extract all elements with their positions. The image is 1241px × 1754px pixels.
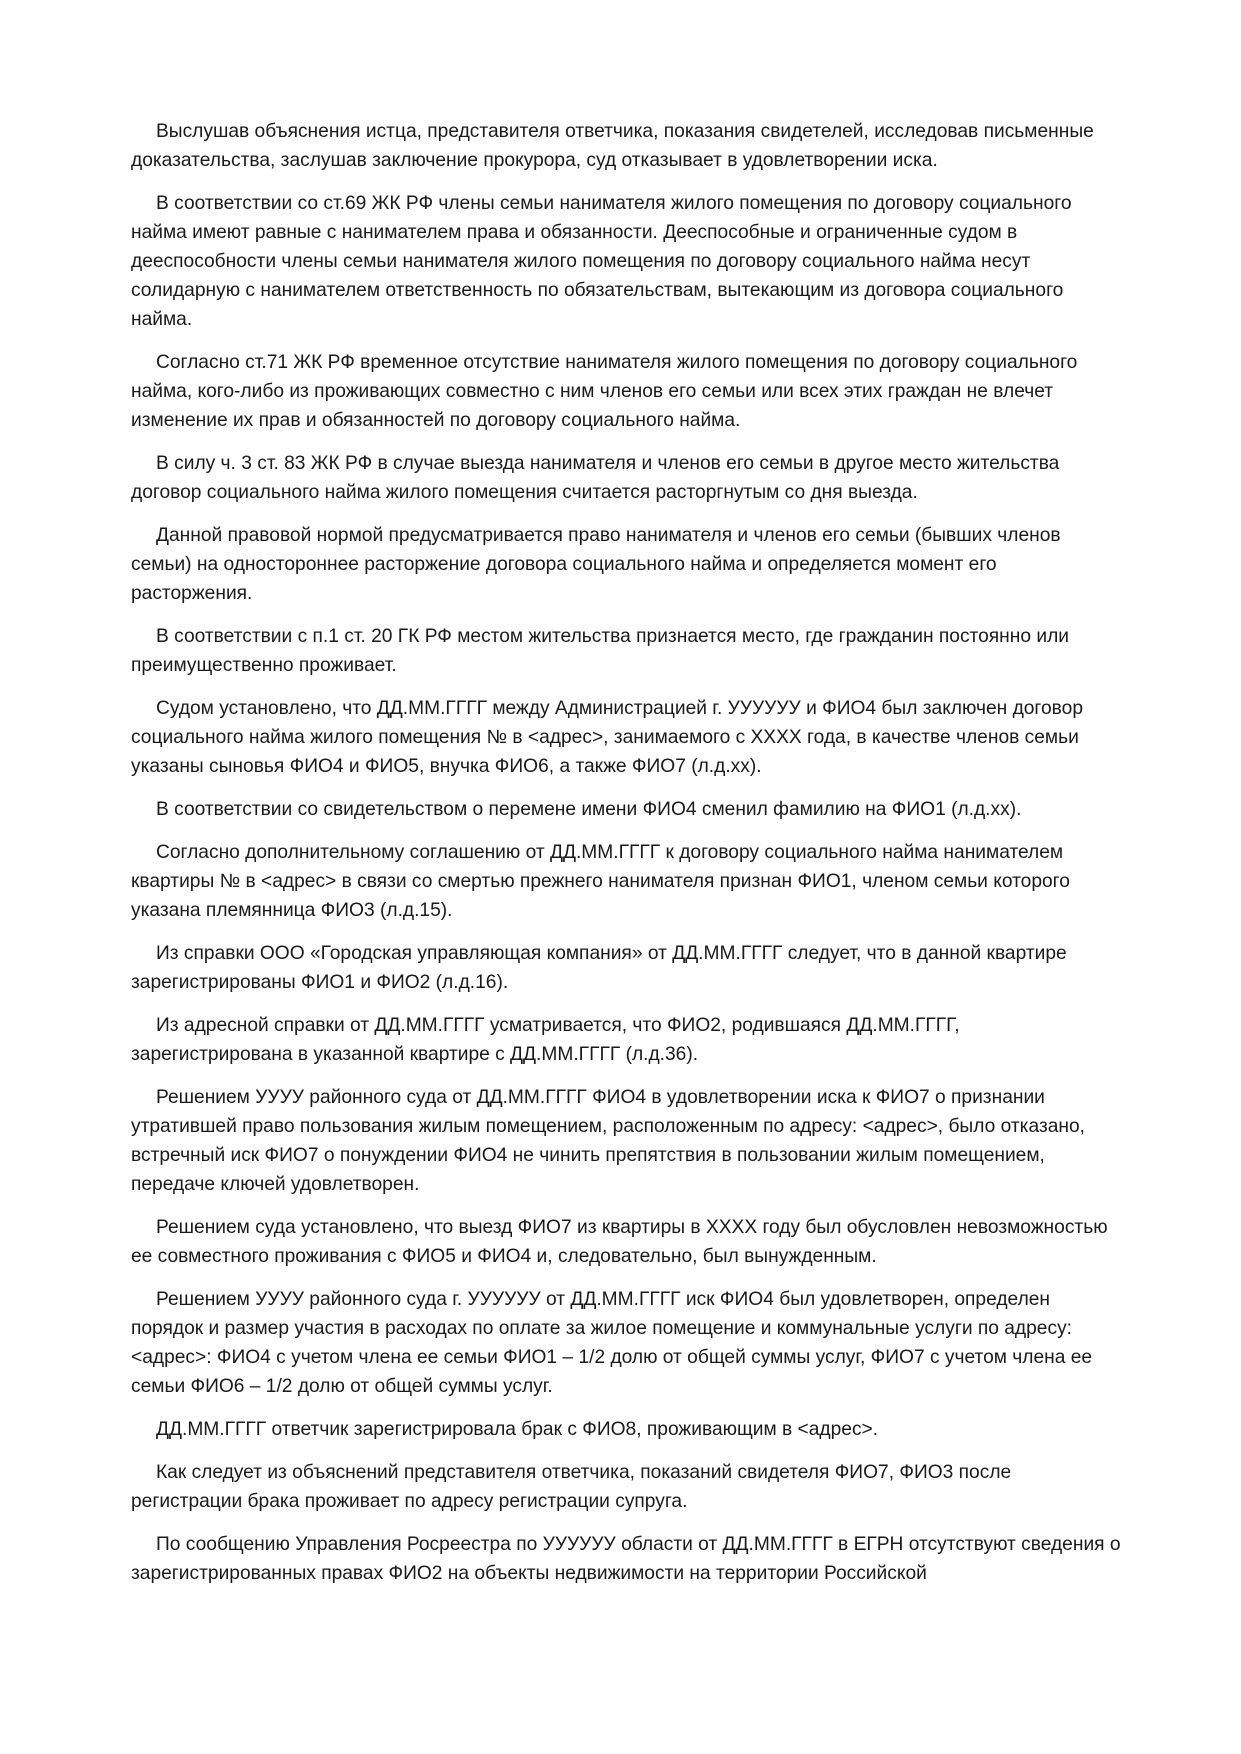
paragraph: Как следует из объяснений представителя ответчика, показаний свидетеля ФИО7, ФИО3 после регистрации брака проживает по адресу регистрации супруга. (131, 1462, 1012, 1512)
paragraph: В соответствии с п.1 ст. 20 ГК РФ местом жительства признается место, где гражданин постоянно или преимущественно проживает. (131, 626, 1070, 676)
paragraph: По сообщению Управления Росреестра по УУУУУУ области от ДД.ММ.ГГГГ в ЕГРН отсутствуют сведения о зарегистрированных правах ФИО2 на объекты недвижимости на территории Российской (131, 1534, 1121, 1584)
paragraph: Согласно ст.71 ЖК РФ временное отсутствие нанимателя жилого помещения по договору социального найма, кого-либо из проживающих совместно с ним членов его семьи или всех этих граждан не влечет изменение их прав и обязанностей по договору социального найма. (131, 352, 1078, 431)
paragraph: Данной правовой нормой предусматривается право нанимателя и членов его семьи (бывших членов семьи) на одностороннее расторжение договора социального найма и определяется момент его расторжения. (131, 525, 1061, 604)
paragraph: Выслушав объяснения истца, представителя ответчика, показания свидетелей, исследовав письменные доказательства, заслушав заключение прокурора, суд отказывает в удовлетворении иска. (131, 121, 1094, 171)
paragraph: Из справки ООО «Городская управляющая компания» от ДД.ММ.ГГГГ следует, что в данной квартире зарегистрированы ФИО1 и ФИО2 (л.д.16). (131, 943, 1067, 993)
paragraph: В соответствии со свидетельством о перемене имени ФИО4 сменил фамилию на ФИО1 (л.д.хх). (156, 799, 1022, 820)
paragraph: Из адресной справки от ДД.ММ.ГГГГ усматривается, что ФИО2, родившаяся ДД.ММ.ГГГГ, зарегистрирована в указанной квартире с ДД.ММ.ГГГГ (л.д.36). (131, 1015, 960, 1065)
paragraph: В соответствии со ст.69 ЖК РФ члены семьи нанимателя жилого помещения по договору социального найма имеют равные с нанимателем права и обязанности. Дееспособные и ограниченные судом в дееспособности члены семьи нанимателя жилого помещения по договору социального найма несут солидарную с нанимателем ответственность по обязательствам, вытекающим из договора социального найма. (131, 193, 1072, 330)
paragraph: ДД.ММ.ГГГГ ответчик зарегистрировала брак с ФИО8, проживающим в <адрес>. (156, 1419, 879, 1440)
paragraph: Решением суда установлено, что выезд ФИО7 из квартиры в ХХХХ году был обусловлен невозможностью ее совместного проживания с ФИО5 и ФИО4 и, следовательно, был вынужденным. (131, 1217, 1108, 1267)
paragraph: Согласно дополнительному соглашению от ДД.ММ.ГГГГ к договору социального найма нанимателем квартиры № в <адрес> в связи со смертью прежнего нанимателя признан ФИО1, членом семьи которого указана племянница ФИО3 (л.д.15). (131, 842, 1070, 921)
document-body (131, 117, 1121, 1602)
paragraph: В силу ч. 3 ст. 83 ЖК РФ в случае выезда нанимателя и членов его семьи в другое место жительства договор социального найма жилого помещения считается расторгнутым со дня выезда. (131, 453, 1060, 503)
paragraph: Судом установлено, что ДД.ММ.ГГГГ между Администрацией г. УУУУУУ и ФИО4 был заключен договор социального найма жилого помещения № в <адрес>, занимаемого с ХХХХ года, в качестве членов семьи указаны сыновья ФИО4 и ФИО5, внучка ФИО6, а также ФИО7 (л.д.хх). (131, 698, 1084, 777)
paragraph: Решением УУУУ районного суда г. УУУУУУ от ДД.ММ.ГГГГ иск ФИО4 был удовлетворен, определен порядок и размер участия в расходах по оплате за жилое помещение и коммунальные услуги по адресу: <адрес>: ФИО4 с учетом члена ее семьи ФИО1 – 1/2 долю от общей суммы услуг, ФИО7 с учетом члена ее семьи ФИО6 – 1/2 долю от общей суммы услуг. (131, 1289, 1093, 1397)
paragraph: Решением УУУУ районного суда от ДД.ММ.ГГГГ ФИО4 в удовлетворении иска к ФИО7 о признании утратившей право пользования жилым помещением, расположенным по адресу: <адрес>, было отказано, встречный иск ФИО7 о понуждении ФИО4 не чинить препятствия в пользовании жилым помещением, передаче ключей удовлетворен. (131, 1087, 1086, 1195)
